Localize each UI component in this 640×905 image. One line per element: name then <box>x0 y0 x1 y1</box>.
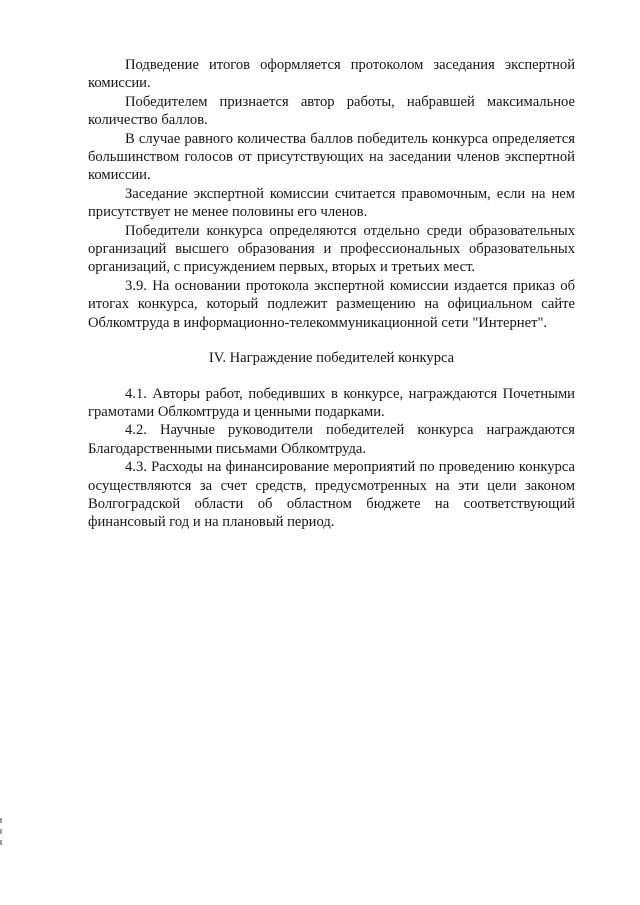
scan-mark <box>0 829 2 834</box>
paragraph-3-9-order: 3.9. На основании протокола экспертной комиссии издается приказ об итогах конкурса, который подлежит размещению на официальном сайте Облкомтруда в информационно-телекоммуникационной сети "Интернет". <box>88 277 575 331</box>
paragraph-4-1-awards: 4.1. Авторы работ, победивших в конкурсе, награждаются Почетными грамотами Облкомтруда и ценными подарками. <box>88 385 575 420</box>
document-page <box>88 56 575 532</box>
section-heading-awards: IV. Награждение победителей конкурса <box>208 350 455 367</box>
paragraph-4-2-supervisors: 4.2. Научные руководители победителей конкурса награждаются Благодарственными письмами Облкомтруда. <box>88 422 575 457</box>
paragraph-winner-definition: Победителем признается автор работы, набравшей максимальное количество баллов. <box>88 93 575 129</box>
scan-mark <box>0 840 2 845</box>
paragraph-quorum: Заседание экспертной комиссии считается правомочным, если на нем присутствует не менее половины его членов. <box>88 185 575 221</box>
scan-margin-marks <box>0 818 4 858</box>
scan-mark <box>0 818 2 823</box>
paragraph-results-protocol: Подведение итогов оформляется протоколом заседания экспертной комиссии. <box>88 57 575 92</box>
paragraph-tie-rule: В случае равного количества баллов победитель конкурса определяется большинством голосов от присутствующих на заседании членов экспертной комиссии. <box>88 130 575 184</box>
paragraph-4-3-funding: 4.3. Расходы на финансирование мероприятий по проведению конкурса осуществляются за счет средств, предусмотренных на эти цели законом Волгоградской области об областном бюджете на соответствующий финансовый год и на плановый период. <box>88 459 575 531</box>
paragraph-winner-categories: Победители конкурса определяются отдельно среди образовательных организаций высшего образования и профессиональных образовательных организаций, с присуждением первых, вторых и третьих мест. <box>88 222 575 276</box>
